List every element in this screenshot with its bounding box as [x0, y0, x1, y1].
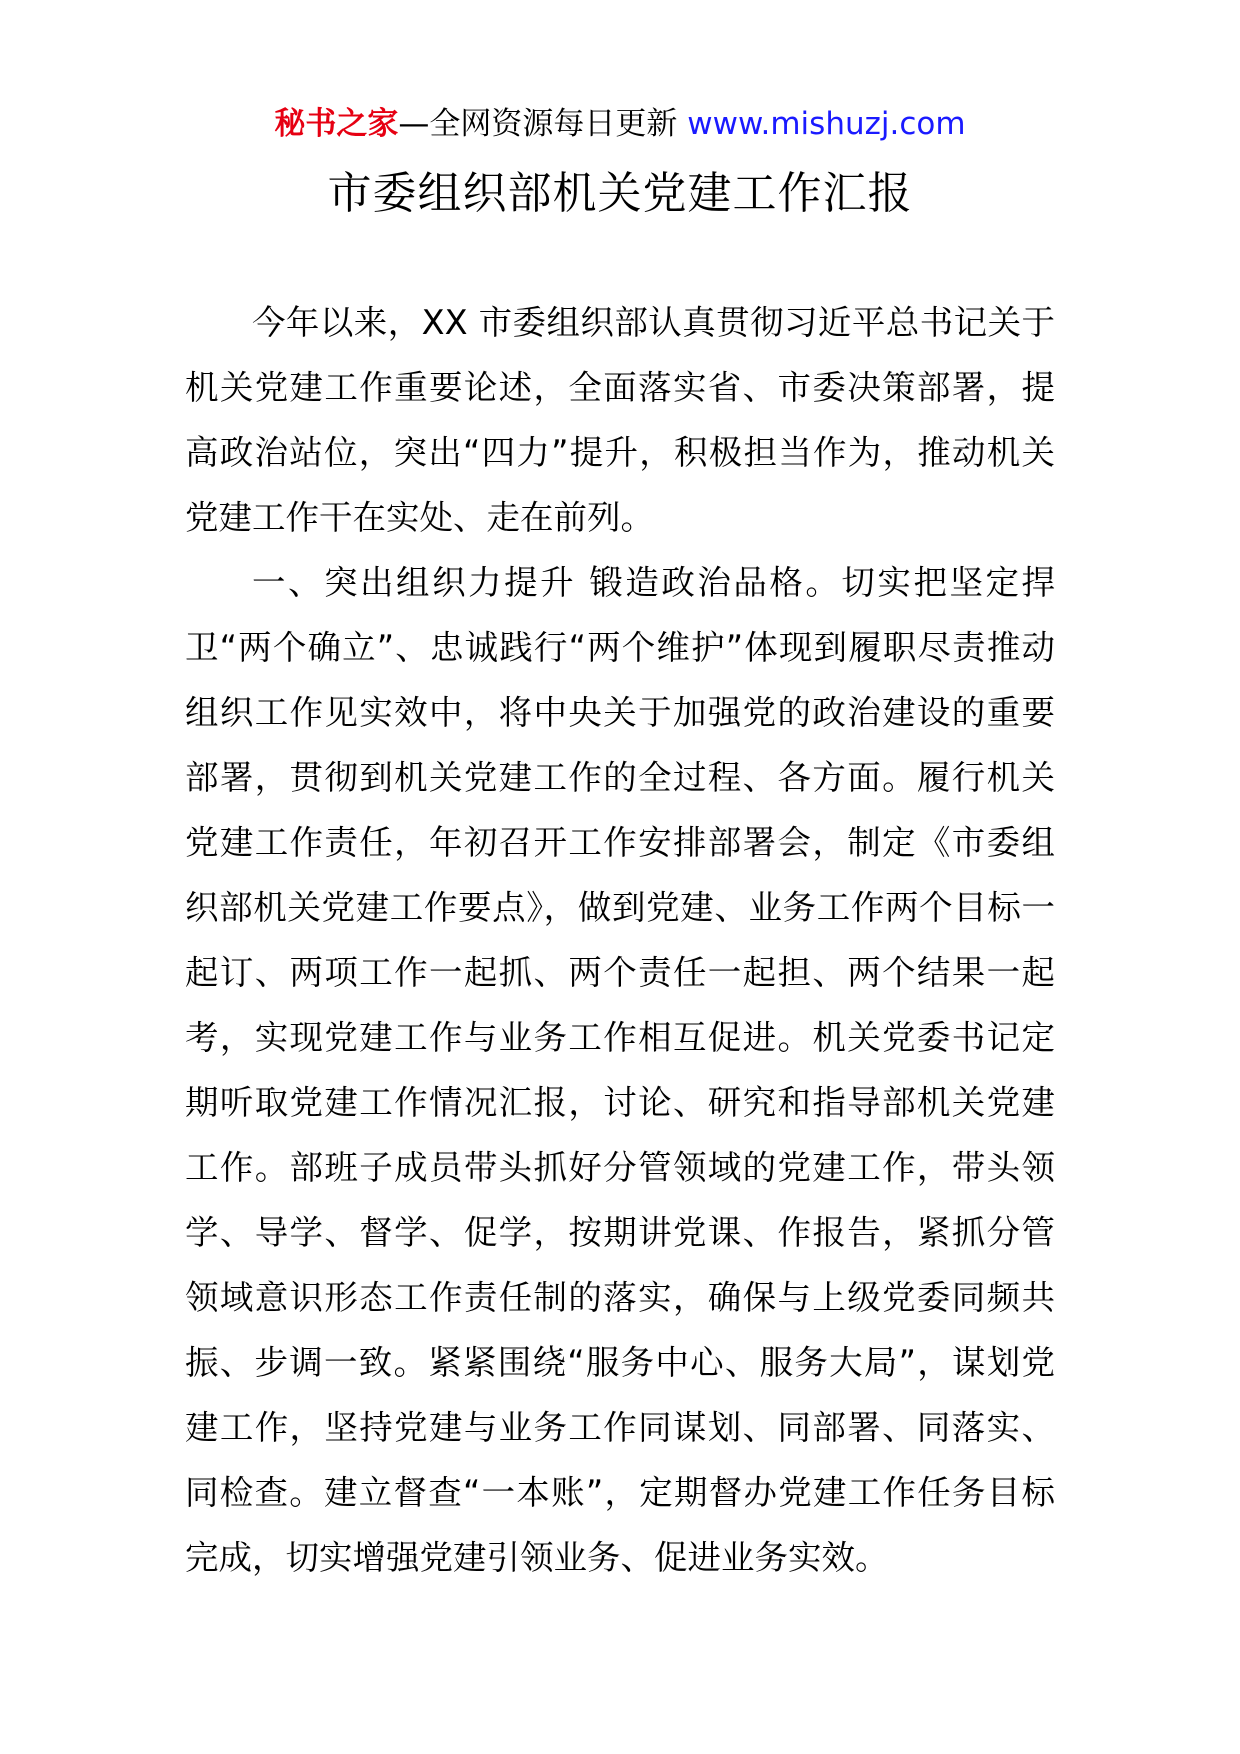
site-banner: [0, 102, 1240, 146]
site-url-link[interactable]: www.mishuzj.com: [687, 106, 966, 142]
brand-name: 秘书之家: [274, 106, 399, 142]
document-title: 市委组织部机关党建工作汇报: [327, 168, 913, 219]
brand-tagline: —全网资源每日更新: [398, 106, 678, 142]
section-one-paragraph: 一、突出组织力提升 锻造政治品格。切实把坚定捍卫“两个确立”、忠诚践行“两个维护”体现到履职尽责推动组织工作见实效中，将中央关于加强党的政治建设的重要部署，贯彻到机关党建工作的全过程、各方面。履行机关党建工作责任，年初召开工作安排部署会，制定《市委组织部机关党建工作要点》，做到党建、业务工作两个目标一起订、两项工作一起抓、两个责任一起担、两个结果一起考，实现党建工作与业务工作相互促进。机关党委书记定期听取党建工作情况汇报，讨论、研究和指导部机关党建工作。部班子成员带头抓好分管领域的党建工作，带头领学、导学、督学、促学，按期讲党课、作报告，紧抓分管领域意识形态工作责任制的落实，确保与上级党委同频共振、步调一致。紧紧围绕“服务中心、服务大局”，谋划党建工作，坚持党建与业务工作同谋划、同部署、同落实、同检查。建立督查“一本账”，定期督办党建工作任务目标完成，切实增强党建引领业务、促进业务实效。: [185, 563, 1055, 1577]
intro-paragraph: 今年以来，XX 市委组织部认真贯彻习近平总书记关于机关党建工作重要论述，全面落实省、市委决策部署，提高政治站位，突出“四力”提升，积极担当作为，推动机关党建工作干在实处、走在前列。: [185, 303, 1055, 537]
document-body: [185, 290, 1055, 1590]
